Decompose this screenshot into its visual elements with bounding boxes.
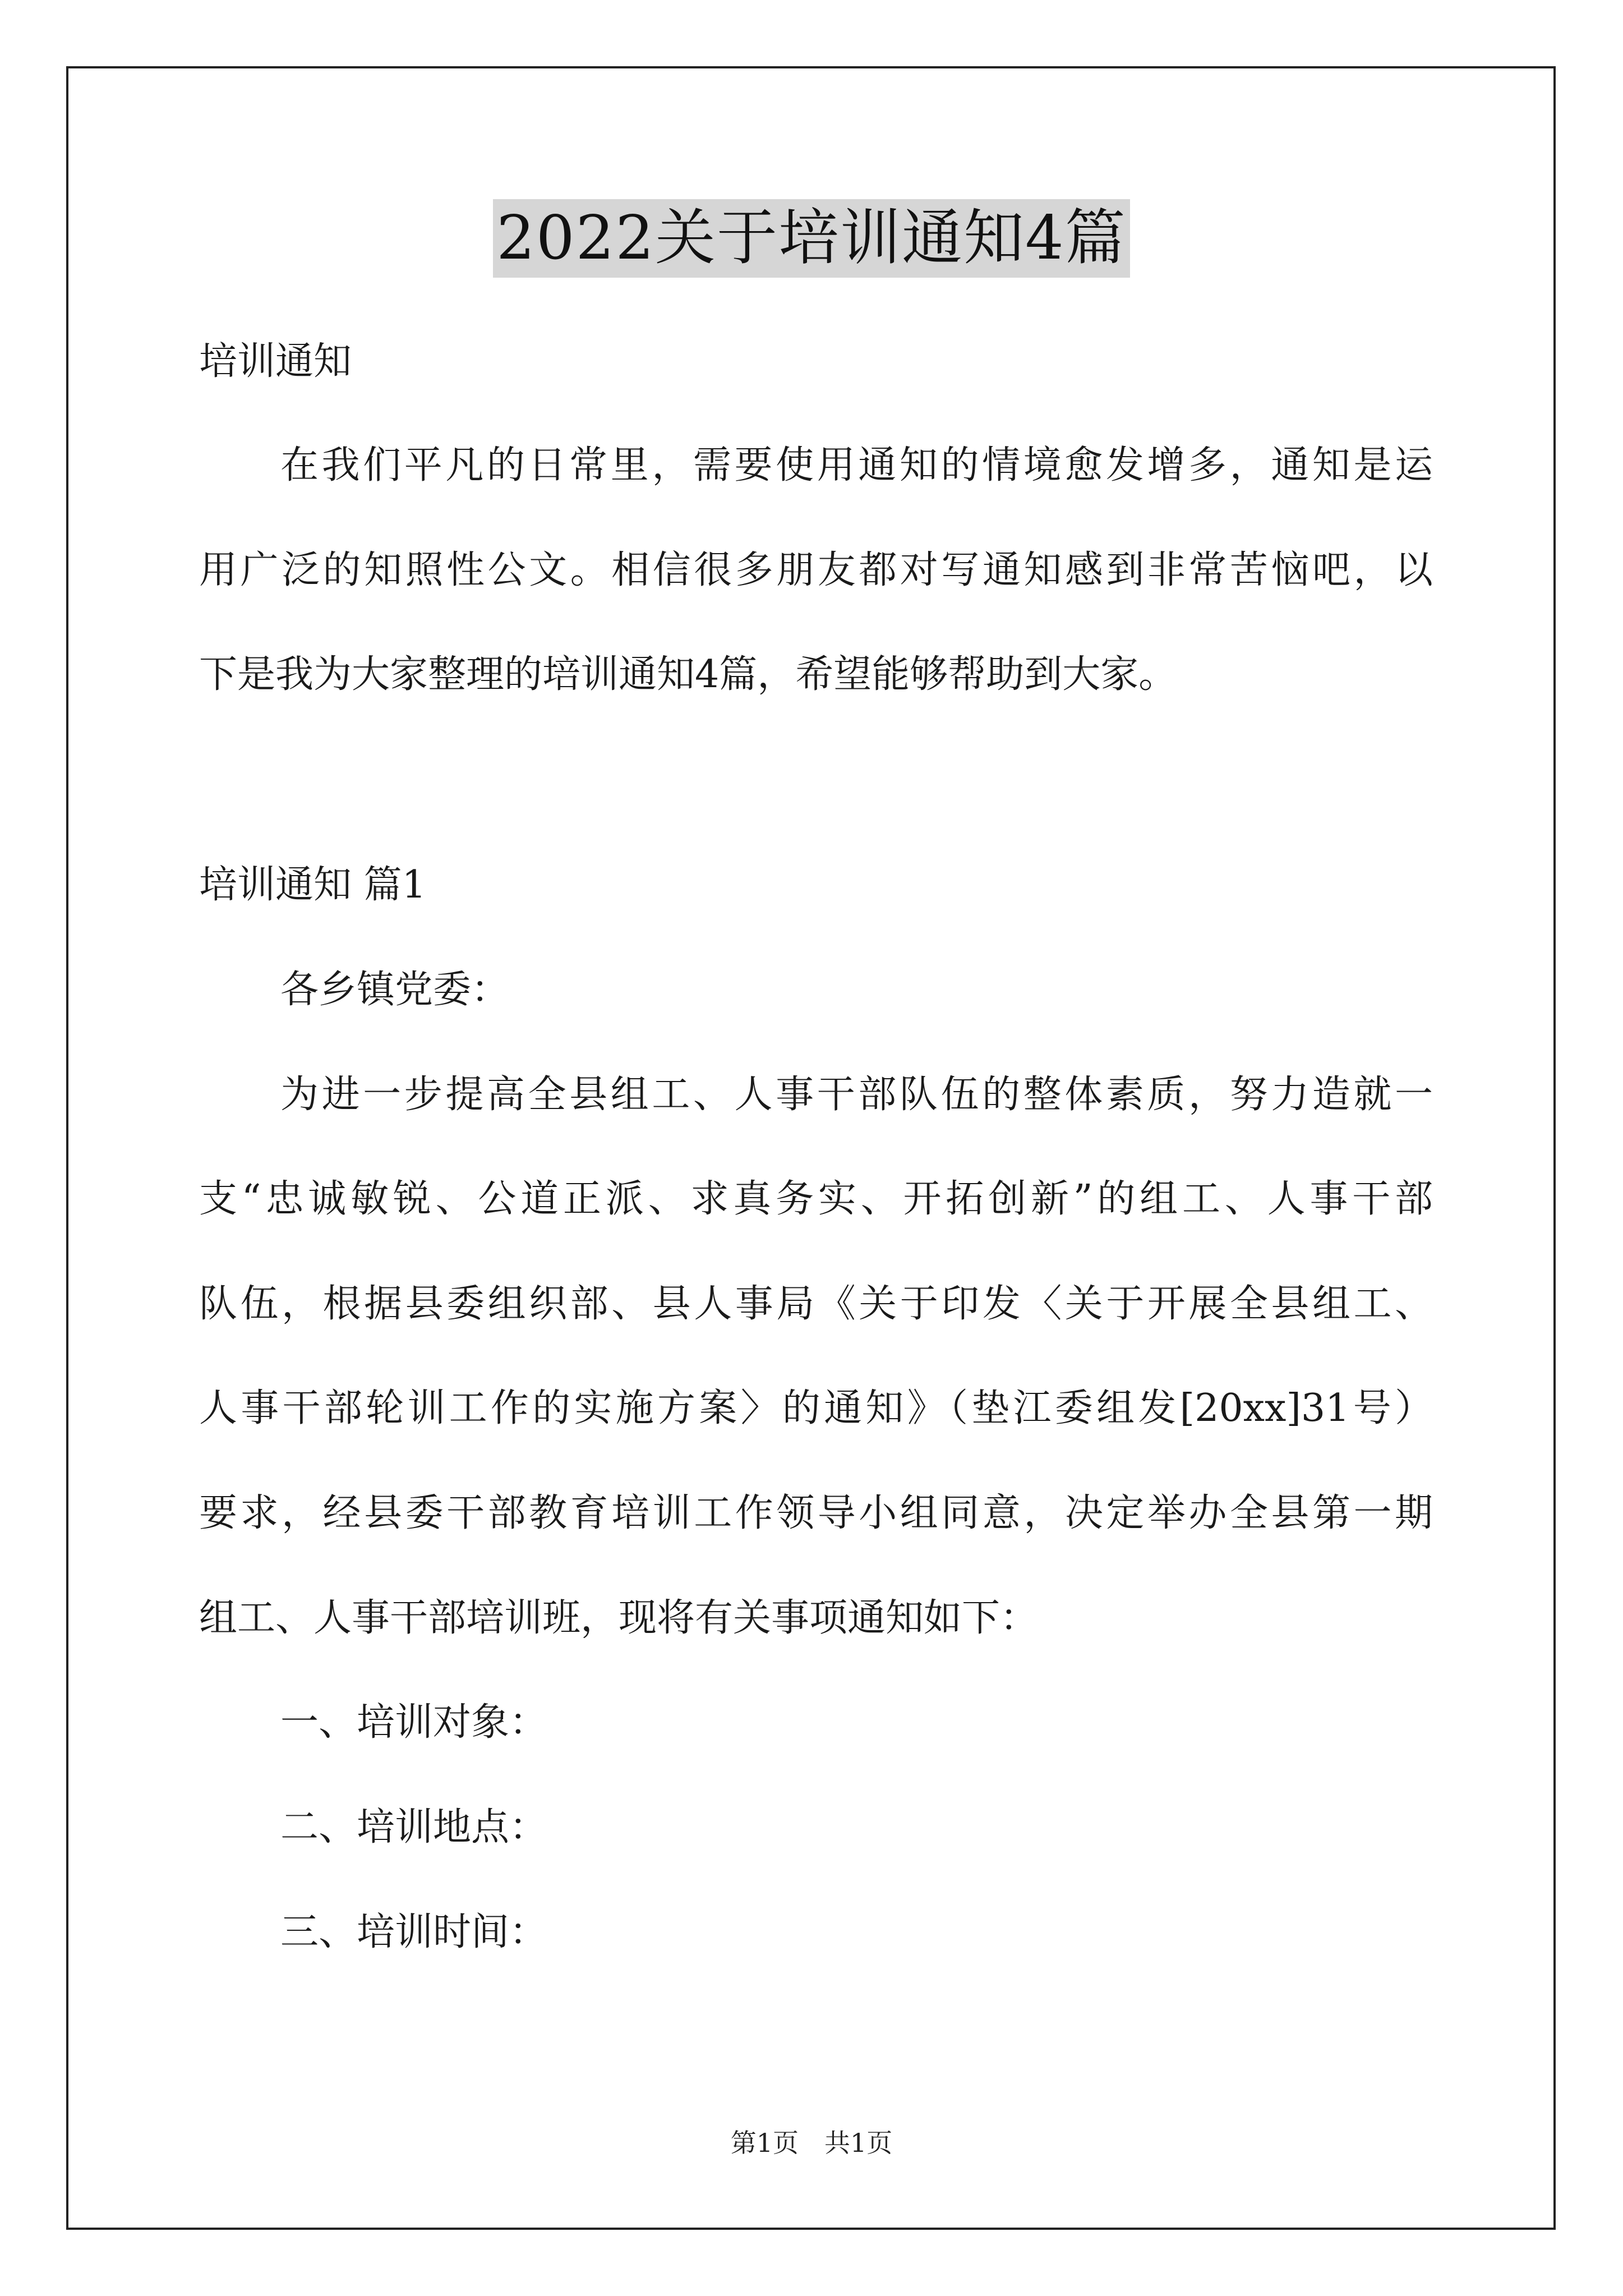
salutation: 各乡镇党委： [280,968,510,1012]
body-line-1: 为进一步提高全县组工、人事干部队伍的整体素质，努力造就一 [280,1073,1433,1117]
page-footer: 第1页 共1页 [730,2128,893,2158]
item-1: 一、培训对象： [280,1700,548,1745]
body-line-3: 队伍，根据县委组织部、县人事局《关于印发〈关于开展全县组工、 [199,1282,1433,1326]
title-wrap [0,199,1623,278]
body-line-5: 要求，经县委干部教育培训工作领导小组同意，决定举办全县第一期 [199,1491,1433,1535]
body-line-2: 支“忠诚敏锐、公道正派、求真务实、开拓创新”的组工、人事干部 [199,1177,1433,1221]
intro-line-3: 下是我为大家整理的培训通知4篇，希望能够帮助到大家。 [199,652,1177,697]
body-line-4: 人事干部轮训工作的实施方案〉的通知》（垫江委组发[20xx]31号） [199,1386,1433,1430]
page-border [66,66,1556,2230]
intro-line-1: 在我们平凡的日常里，需要使用通知的情境愈发增多，通知是运 [280,443,1433,487]
section-heading: 培训通知 [199,339,352,384]
item-3: 三、培训时间： [280,1910,548,1954]
item-2: 二、培训地点： [280,1805,548,1849]
intro-line-2: 用广泛的知照性公文。相信很多朋友都对写通知感到非常苦恼吧，以 [199,548,1433,592]
part1-heading: 培训通知 篇1 [199,863,426,907]
document-title: 2022关于培训通知4篇 [493,199,1130,278]
body-line-6: 组工、人事干部培训班，现将有关事项通知如下： [199,1596,1039,1640]
